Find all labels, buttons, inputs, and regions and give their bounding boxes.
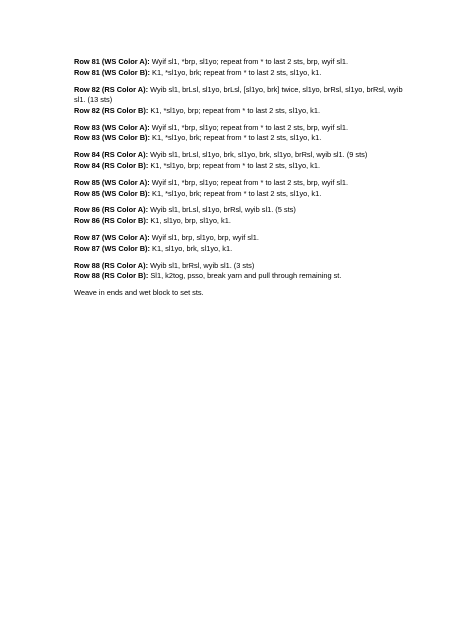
- row-label: Row 83 (WS Color A):: [74, 122, 150, 132]
- row-group: [74, 123, 404, 144]
- row-group: [74, 85, 404, 117]
- row-instruction-text: K1, *sl1yo, brk; repeat from * to last 2 sts, sl1yo, k1.: [149, 67, 322, 77]
- instruction-line: [74, 57, 404, 68]
- row-label: Row 82 (RS Color B):: [74, 105, 149, 115]
- instruction-line: [74, 205, 404, 216]
- row-instruction-text: Wyif sl1, *brp, sl1yo; repeat from * to last 2 sts, brp, wyif sl1.: [149, 177, 349, 187]
- row-instruction-text: Sl1, k2tog, psso, break yarn and pull through remaining st.: [148, 271, 342, 281]
- row-label: Row 85 (WS Color B):: [74, 188, 150, 198]
- row-label: Row 84 (RS Color A):: [74, 150, 149, 160]
- closing-note: Weave in ends and wet block to set sts.: [74, 288, 204, 298]
- row-instruction-text: Wyif sl1, brp, sl1yo, brp, wyif sl1.: [149, 233, 259, 243]
- row-label: Row 81 (WS Color A):: [74, 57, 150, 66]
- row-label: Row 84 (RS Color B):: [74, 160, 149, 170]
- row-label: Row 83 (WS Color B):: [74, 133, 150, 143]
- instruction-line: [74, 85, 404, 106]
- row-label: Row 87 (WS Color A):: [74, 233, 150, 243]
- row-label: Row 88 (RS Color B):: [74, 271, 149, 281]
- instruction-line: [74, 150, 404, 161]
- instruction-line: [74, 233, 404, 244]
- document-page: [74, 57, 404, 299]
- instruction-line: [74, 161, 404, 172]
- row-group: [74, 205, 404, 226]
- row-group: [74, 57, 404, 78]
- row-instruction-text: K1, *sl1yo, brp; repeat from * to last 2 sts, sl1yo, k1.: [148, 105, 321, 115]
- row-label: Row 86 (RS Color B):: [74, 216, 149, 226]
- row-instruction-text: Wyib sl1, brRsl, wyib sl1. (3 sts): [148, 260, 255, 270]
- row-instruction-text: Wyif sl1, *brp, sl1yo; repeat from * to last 2 sts, brp, wyif sl1.: [149, 57, 349, 66]
- instruction-line: [74, 68, 404, 79]
- row-instruction-text: Wyib sl1, brLsl, sl1yo, brLsl, [sl1yo, brk] twice, sl1yo, brRsl, sl1yo, brRsl, wyib sl1. (13 sts): [74, 84, 403, 105]
- instruction-line: [74, 244, 404, 255]
- row-instruction-text: K1, *sl1yo, brp; repeat from * to last 2 sts, sl1yo, k1.: [148, 160, 321, 170]
- instruction-line: [74, 106, 404, 117]
- instruction-line: [74, 261, 404, 272]
- row-label: Row 85 (WS Color A):: [74, 177, 150, 187]
- row-label: Row 82 (RS Color A):: [74, 84, 149, 94]
- instruction-line: [74, 216, 404, 227]
- row-label: Row 86 (RS Color A):: [74, 205, 149, 215]
- instruction-line: [74, 123, 404, 134]
- instruction-line: [74, 178, 404, 189]
- row-instructions: [74, 57, 404, 282]
- row-label: Row 81 (WS Color B):: [74, 67, 150, 77]
- row-instruction-text: K1, *sl1yo, brk; repeat from * to last 2 sts, sl1yo, k1.: [149, 188, 322, 198]
- row-group: [74, 261, 404, 282]
- row-instruction-text: Wyib sl1, brLsl, sl1yo, brRsl, wyib sl1. (5 sts): [148, 205, 296, 215]
- row-instruction-text: Wyib sl1, brLsl, sl1yo, brk, sl1yo, brk, sl1yo, brRsl, wyib sl1. (9 sts): [148, 150, 368, 160]
- row-instruction-text: Wyif sl1, *brp, sl1yo; repeat from * to last 2 sts, brp, wyif sl1.: [149, 122, 349, 132]
- row-group: [74, 150, 404, 171]
- row-instruction-text: K1, *sl1yo, brk; repeat from * to last 2 sts, sl1yo, k1.: [149, 133, 322, 143]
- row-label: Row 88 (RS Color A):: [74, 260, 149, 270]
- row-label: Row 87 (WS Color B):: [74, 243, 150, 253]
- row-instruction-text: K1, sl1yo, brk, sl1yo, k1.: [149, 243, 233, 253]
- instruction-line: [74, 133, 404, 144]
- row-instruction-text: K1, sl1yo, brp, sl1yo, k1.: [148, 216, 231, 226]
- instruction-line: [74, 189, 404, 200]
- row-group: [74, 233, 404, 254]
- instruction-line: [74, 271, 404, 282]
- row-group: [74, 178, 404, 199]
